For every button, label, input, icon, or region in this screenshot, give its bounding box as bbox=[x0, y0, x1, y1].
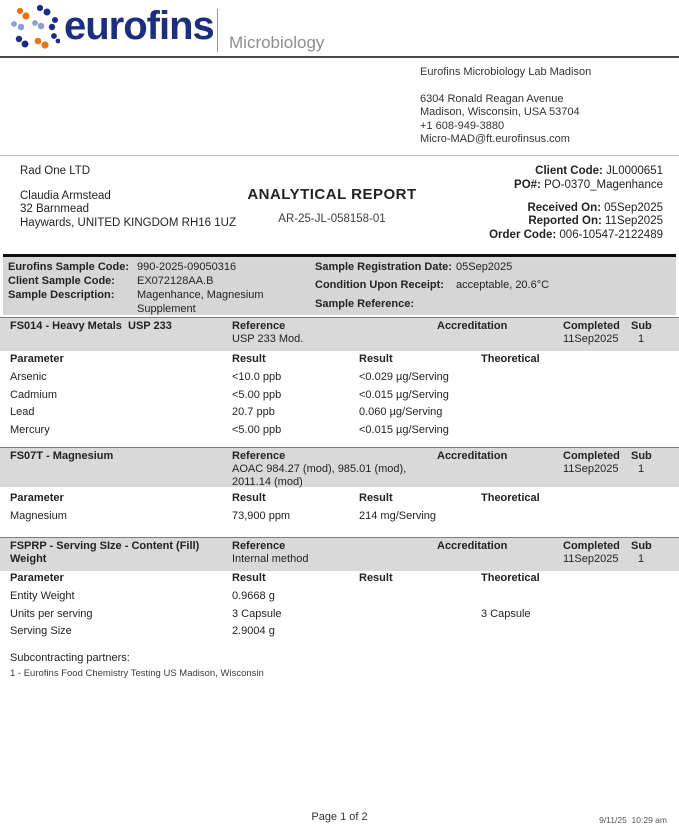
lab-address-line2: Madison, Wisconsin, USA 53704 bbox=[420, 106, 580, 118]
table-cell: <0.015 µg/Serving bbox=[359, 424, 449, 437]
subcontracting-label: Subcontracting partners: bbox=[10, 652, 130, 664]
client-company: Rad One LTD bbox=[20, 165, 91, 177]
client-sample-code-label: Client Sample Code: bbox=[8, 275, 115, 287]
table-cell bbox=[481, 369, 679, 387]
client-code-row bbox=[489, 165, 663, 179]
sample-info-left bbox=[8, 260, 303, 315]
section-sub bbox=[625, 320, 679, 351]
completed-value: 11Sep2025 bbox=[563, 553, 619, 565]
result2-header: Result bbox=[359, 492, 393, 504]
test-section-header-fsprp bbox=[0, 537, 679, 571]
table-cell: 214 mg/Serving bbox=[359, 509, 437, 522]
table-cell: 0.060 µg/Serving bbox=[359, 406, 443, 419]
table-cell: 20.7 ppb bbox=[232, 406, 275, 419]
lab-name: Eurofins Microbiology Lab Madison bbox=[420, 66, 592, 78]
registration-date-label: Sample Registration Date: bbox=[315, 261, 452, 273]
result2-header: Result bbox=[359, 353, 393, 365]
result2-header: Result bbox=[359, 572, 393, 584]
table-cell bbox=[481, 387, 679, 405]
reported-label: Reported On: bbox=[528, 215, 602, 228]
po-row bbox=[489, 179, 663, 193]
report-title: ANALYTICAL REPORT bbox=[247, 186, 417, 203]
accreditation-header: Accreditation bbox=[437, 450, 508, 462]
client-contact: Claudia Armstead bbox=[20, 189, 111, 202]
sub-header: Sub bbox=[631, 450, 652, 462]
registration-date-value: 05Sep2025 bbox=[456, 261, 513, 273]
header-divider bbox=[217, 9, 218, 52]
section-reference bbox=[232, 320, 437, 351]
reported-row bbox=[489, 215, 663, 229]
table-cell bbox=[359, 588, 481, 606]
eurofins-sample-code-label: Eurofins Sample Code: bbox=[8, 261, 130, 273]
subcontractor-entry: 1 - Eurofins Food Chemistry Testing US Madison, Wisconsin bbox=[10, 668, 264, 679]
eurofins-logo-icon bbox=[8, 3, 60, 51]
table-cell: <5.00 ppb bbox=[232, 388, 282, 401]
table-cell: 3 Capsule bbox=[232, 607, 282, 620]
test-section-header-fs014 bbox=[0, 317, 679, 351]
completed-value: 11Sep2025 bbox=[563, 333, 619, 345]
po-value: PO-0370_Magenhance bbox=[540, 178, 663, 191]
parameter-header: Parameter bbox=[10, 572, 64, 584]
sub-value: 1 bbox=[638, 553, 645, 565]
table-cell: Lead bbox=[10, 406, 35, 419]
table-cell bbox=[359, 606, 481, 624]
received-label: Received On: bbox=[527, 201, 601, 214]
lab-phone: +1 608-949-3880 bbox=[420, 119, 505, 132]
eurofins-sample-code-value: 990-2025-09050316 bbox=[137, 261, 237, 273]
masthead bbox=[0, 0, 679, 58]
table-cell: 0.9668 g bbox=[232, 589, 275, 602]
table-cell bbox=[359, 623, 481, 641]
table-cell: <0.029 µg/Serving bbox=[359, 370, 449, 383]
section-title: FSPRP - Serving SIze - Content (Fill) Weight bbox=[10, 540, 203, 565]
section-title: FS07T - Magnesium bbox=[10, 450, 114, 462]
table-cell: Magnesium bbox=[10, 509, 67, 522]
theoretical-header: Theoretical bbox=[481, 492, 540, 504]
accreditation-header: Accreditation bbox=[437, 540, 508, 552]
table-cell bbox=[481, 422, 679, 440]
table-cell: Entity Weight bbox=[10, 589, 75, 602]
sub-header: Sub bbox=[631, 320, 652, 332]
completed-header: Completed bbox=[563, 450, 620, 462]
received-value: 05Sep2025 bbox=[600, 201, 663, 214]
table-cell: Arsenic bbox=[10, 370, 47, 383]
client-code-label: Client Code: bbox=[535, 165, 603, 177]
section-sub bbox=[625, 540, 679, 571]
reported-value: 11Sep2025 bbox=[601, 215, 663, 228]
client-address-line2: Haywards, UNITED KINGDOM RH16 1UZ bbox=[20, 216, 236, 229]
sample-info-right bbox=[315, 260, 549, 315]
client-code-value: JL0000651 bbox=[602, 165, 663, 177]
division-label: Microbiology bbox=[229, 33, 325, 52]
result1-header: Result bbox=[232, 492, 266, 504]
table-cell: Serving Size bbox=[10, 625, 72, 638]
section-divider-line bbox=[0, 155, 679, 156]
eurofins-logo bbox=[8, 3, 214, 51]
results-table-fs014 bbox=[0, 351, 679, 440]
table-cell: Cadmium bbox=[10, 388, 58, 401]
table-cell: Mercury bbox=[10, 424, 50, 437]
table-cell: <0.015 µg/Serving bbox=[359, 388, 449, 401]
section-reference bbox=[232, 450, 437, 489]
completed-value: 11Sep2025 bbox=[563, 463, 619, 475]
sample-reference-label: Sample Reference: bbox=[315, 297, 415, 310]
section-completed bbox=[557, 320, 625, 351]
reference-value: AOAC 984.27 (mod), 985.01 (mod), 2011.14 (mod) bbox=[232, 463, 407, 488]
results-table-fsprp bbox=[0, 570, 679, 641]
lab-address-line1: 6304 Ronald Reagan Avenue bbox=[420, 92, 564, 105]
accreditation-header: Accreditation bbox=[437, 320, 508, 332]
report-number: AR-25-JL-058158-01 bbox=[278, 213, 386, 225]
lab-address-block bbox=[420, 66, 591, 147]
print-timestamp: 9/11/25 10:29 am bbox=[599, 815, 667, 825]
table-cell: Units per serving bbox=[10, 607, 93, 620]
codes-gap bbox=[489, 193, 663, 202]
theoretical-header: Theoretical bbox=[481, 353, 540, 365]
report-codes-block bbox=[489, 165, 663, 243]
completed-header: Completed bbox=[563, 320, 620, 332]
section-reference bbox=[232, 540, 437, 571]
reference-header: Reference bbox=[232, 450, 286, 462]
po-label: PO#: bbox=[514, 178, 541, 191]
table-cell: <5.00 ppb bbox=[232, 424, 282, 437]
table-cell bbox=[481, 623, 679, 641]
reference-value: USP 233 Mod. bbox=[232, 333, 304, 345]
table-cell: 3 Capsule bbox=[481, 607, 531, 620]
table-cell: 2.9004 g bbox=[232, 625, 275, 638]
table-cell: 73,900 ppm bbox=[232, 509, 291, 522]
client-address-line1: 32 Barnmead bbox=[20, 203, 90, 215]
order-code-value: 006-10547-2122489 bbox=[556, 229, 663, 242]
result1-header: Result bbox=[232, 572, 266, 584]
section-sub bbox=[625, 450, 679, 489]
reference-header: Reference bbox=[232, 320, 286, 332]
page-number: Page 1 of 2 bbox=[311, 811, 368, 823]
parameter-header: Parameter bbox=[10, 353, 64, 365]
order-code-label: Order Code: bbox=[489, 229, 557, 242]
section-completed bbox=[557, 450, 625, 489]
lab-email: Micro-MAD@ft.eurofinsus.com bbox=[420, 133, 570, 145]
sample-description-value: Magenhance, Magnesium Supplement bbox=[137, 289, 264, 315]
test-section-header-fs07t bbox=[0, 447, 679, 487]
sample-info-box bbox=[3, 254, 676, 315]
theoretical-header: Theoretical bbox=[481, 572, 540, 584]
client-sample-code-value: EX072128AA.B bbox=[137, 275, 214, 287]
parameter-header: Parameter bbox=[10, 492, 64, 504]
condition-label: Condition Upon Receipt: bbox=[315, 279, 444, 292]
sample-reference-value bbox=[456, 297, 549, 315]
order-row bbox=[489, 229, 663, 243]
report-title-block bbox=[140, 186, 524, 225]
table-cell bbox=[481, 588, 679, 606]
sub-header: Sub bbox=[631, 540, 652, 552]
sub-value: 1 bbox=[638, 463, 645, 475]
brand-wordmark: eurofins bbox=[64, 4, 214, 48]
result1-header: Result bbox=[232, 353, 266, 365]
results-table-fs07t bbox=[0, 490, 679, 526]
completed-header: Completed bbox=[563, 540, 620, 552]
table-cell bbox=[481, 404, 679, 422]
section-title: FS014 - Heavy Metals USP 233 bbox=[10, 320, 172, 332]
table-cell bbox=[481, 508, 679, 526]
subcontracting-block bbox=[10, 651, 264, 681]
sample-description-label: Sample Description: bbox=[8, 289, 115, 301]
reference-header: Reference bbox=[232, 540, 286, 552]
reference-value: Internal method bbox=[232, 553, 309, 565]
received-row bbox=[489, 202, 663, 216]
condition-value: acceptable, 20.6°C bbox=[456, 279, 550, 292]
sub-value: 1 bbox=[638, 333, 645, 345]
section-completed bbox=[557, 540, 625, 571]
table-cell: <10.0 ppb bbox=[232, 370, 282, 383]
